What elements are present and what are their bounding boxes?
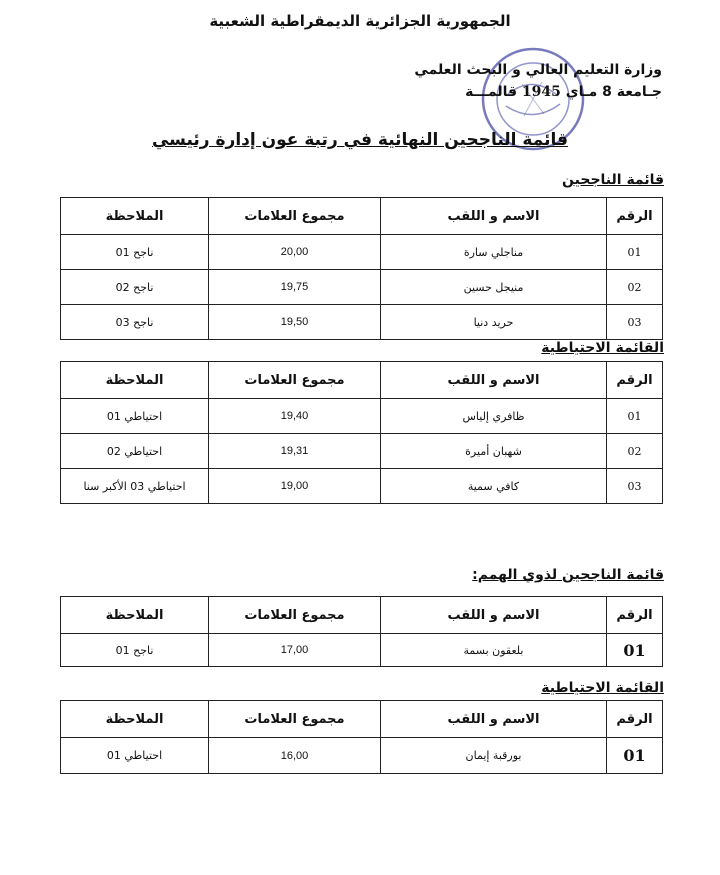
col-header-name: الاسم و اللقب (381, 198, 607, 235)
col-header-score: مجموع العلامات (209, 362, 381, 399)
col-header-score: مجموع العلامات (209, 597, 381, 634)
row-note: احتياطي 01 (61, 399, 209, 434)
row-num: 02 (607, 434, 663, 469)
col-header-note: الملاحظة (61, 198, 209, 235)
row-num: 01 (607, 235, 663, 270)
row-num: 03 (607, 305, 663, 340)
col-header-num: الرقم (607, 362, 663, 399)
row-score: 16,00 (209, 738, 381, 774)
table-row (61, 469, 663, 504)
table-row (61, 235, 663, 270)
special-needs-table (60, 596, 663, 667)
ministry-name: وزارة التعليم العالي و البحث العلمي (414, 62, 662, 78)
section-heading-reserve: القائمة الاحتياطية (541, 340, 664, 356)
table-header-row (61, 198, 663, 235)
col-header-score: مجموع العلامات (209, 701, 381, 738)
table-row (61, 634, 663, 667)
page-title: قائمة الناجحين النهائية في رتبة عون إدارة رئيسي (151, 130, 569, 150)
row-num: 03 (607, 469, 663, 504)
row-score: 19,50 (209, 305, 381, 340)
table-header-row (61, 362, 663, 399)
row-num: 01 (607, 634, 663, 667)
row-num: 02 (607, 270, 663, 305)
row-name: بورقبة إيمان (381, 738, 607, 774)
row-note: احتياطي 01 (61, 738, 209, 774)
col-header-note: الملاحظة (61, 362, 209, 399)
row-name: شهبان أميرة (381, 434, 607, 469)
row-score: 19,75 (209, 270, 381, 305)
row-note: ناجح 03 (61, 305, 209, 340)
col-header-num: الرقم (607, 597, 663, 634)
table-row (61, 738, 663, 774)
table-row (61, 434, 663, 469)
row-num: 01 (607, 399, 663, 434)
row-score: 19,00 (209, 469, 381, 504)
university-name (465, 84, 662, 100)
reserve-table (60, 361, 663, 504)
col-header-name: الاسم و اللقب (381, 362, 607, 399)
col-header-note: الملاحظة (61, 701, 209, 738)
section-heading-successful: قائمة الناجحين (562, 172, 664, 188)
row-num: 01 (607, 738, 663, 774)
row-name: حريد دنيا (381, 305, 607, 340)
university-prefix: جـامعة 8 مـاي (565, 84, 662, 100)
university-year: 1945 (521, 84, 561, 100)
row-name: كافي سمية (381, 469, 607, 504)
table-row (61, 270, 663, 305)
row-name: منيجل حسين (381, 270, 607, 305)
section-heading-special-needs: قائمة الناجحين لذوي الهمم: (472, 567, 664, 583)
row-note: ناجح 01 (61, 634, 209, 667)
table-row (61, 305, 663, 340)
table-row (61, 399, 663, 434)
table-header-row (61, 701, 663, 738)
university-city: قالمـــة (465, 84, 518, 100)
row-score: 20,00 (209, 235, 381, 270)
row-note: ناجح 02 (61, 270, 209, 305)
col-header-num: الرقم (607, 198, 663, 235)
row-note: احتياطي 03 الأكبر سنا (61, 469, 209, 504)
successful-table (60, 197, 663, 340)
col-header-name: الاسم و اللقب (381, 701, 607, 738)
row-score: 19,31 (209, 434, 381, 469)
col-header-name: الاسم و اللقب (381, 597, 607, 634)
special-needs-reserve-table (60, 700, 663, 774)
section-heading-special-needs-reserve: القائمة الاحتياطية (541, 680, 664, 696)
row-score: 19,40 (209, 399, 381, 434)
row-score: 17,00 (209, 634, 381, 667)
col-header-note: الملاحظة (61, 597, 209, 634)
row-name: بلعقون بسمة (381, 634, 607, 667)
row-name: ظافري إلياس (381, 399, 607, 434)
col-header-score: مجموع العلامات (209, 198, 381, 235)
row-note: ناجح 01 (61, 235, 209, 270)
row-name: مناجلي سارة (381, 235, 607, 270)
row-note: احتياطي 02 (61, 434, 209, 469)
col-header-num: الرقم (607, 701, 663, 738)
country-name: الجمهورية الجزائرية الديمقراطية الشعبية (209, 12, 511, 30)
table-header-row (61, 597, 663, 634)
